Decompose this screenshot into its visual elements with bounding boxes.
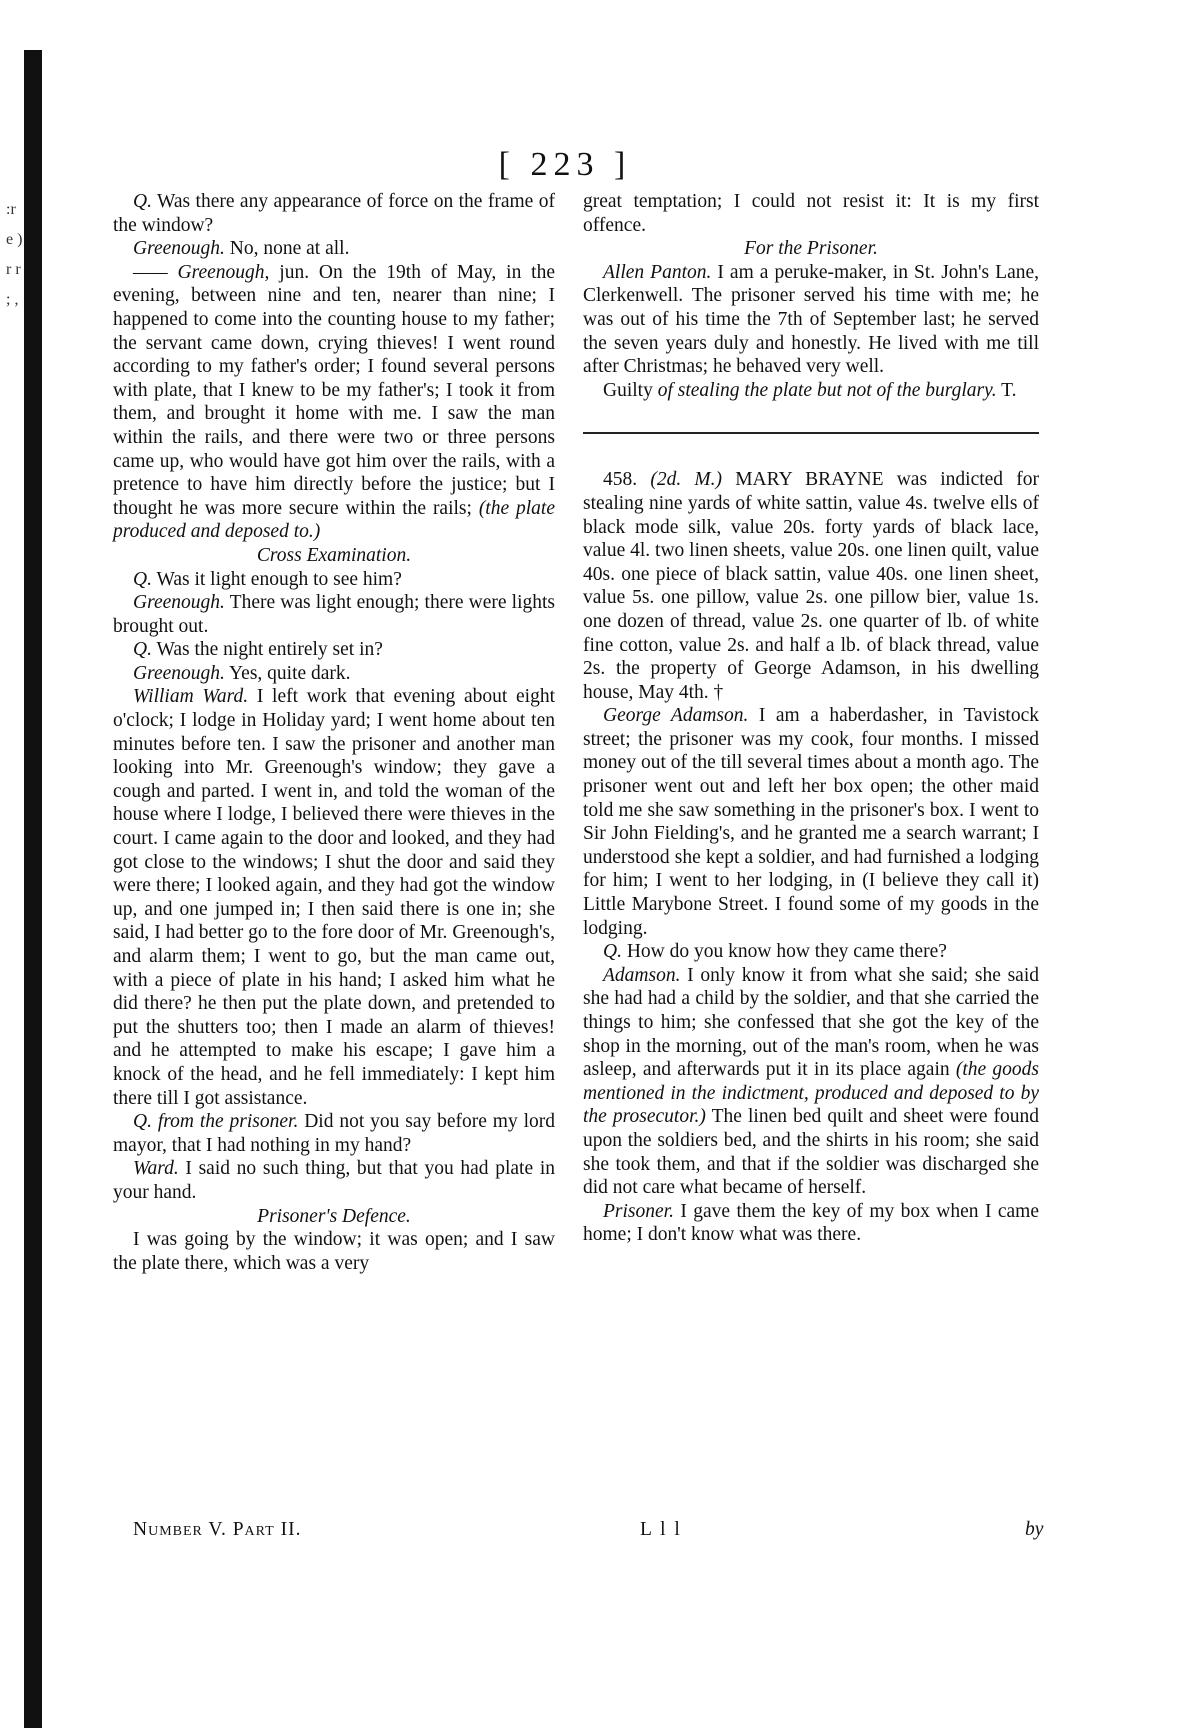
paragraph (113, 591, 555, 638)
speaker-name: Allen Panton. (603, 261, 712, 283)
paragraph (583, 964, 1039, 1200)
left-column (113, 190, 555, 1275)
question-marker: Q. (133, 639, 152, 661)
paragraph-text: I said no such thing, but that you had plate in your hand. (113, 1158, 555, 1203)
speaker-name: George Adamson. (603, 705, 749, 727)
page-edge-shadow (24, 50, 42, 1728)
speaker-name: Greenough. (133, 592, 225, 614)
question-marker: Q. (133, 191, 152, 212)
speaker-name: Prisoner. (603, 1200, 674, 1222)
paragraph-text: I am a haberdasher, in Tavistock street; the prisoner was my cook, four months. I missed money out of the till several times about a month ago. The prisoner went out and left her box open; the other maid told me she saw something in the prisoner's box. I went to Sir John Fielding's, and he granted me a search warrant; I understood she kept a soldier, and had furnished a lodging for him; I went to her lodging, in (I believe they call it) Little Marybone Street. I found some of my goods in the lodging. (583, 705, 1039, 939)
section-heading: Prisoner's Defence. (257, 1205, 411, 1227)
speaker-name: William Ward. (133, 686, 249, 708)
footer-number-part: Number V. Part II. (133, 1519, 302, 1540)
paragraph (583, 1200, 1039, 1247)
paragraph (113, 638, 555, 662)
paragraph-text: How do you know how they came there? (621, 941, 947, 963)
italic-text: (the goods mentioned in the indictment, produced and deposed to by the prosecutor.) (583, 1059, 1039, 1128)
paragraph (113, 261, 555, 544)
speaker-name: Ward. (133, 1158, 179, 1180)
paragraph-tail-text: The linen bed quilt and sheet were found upon the soldiers bed, and the shirts in his room; she said she took them, and that if the soldier was discharged she did not care what became of herself. (583, 1106, 1039, 1199)
paragraph (583, 940, 1039, 964)
paragraph-text: great temptation; I could not resist it: It is my first offence. (583, 191, 1039, 236)
speaker-name: Greenough. (133, 238, 225, 260)
speaker-name: Adamson. (603, 964, 681, 986)
paragraph-tail-text: MARY BRAYNE was indicted for stealing nine yards of white sattin, value 4s. twelve ells of black mode silk, value 20s. forty yards of black lace, value 4l. two linen sheets, value 20s. one linen quilt, value 40s. one piece of black sattin, value 40s. one linen sheet, value 5s. one pillow, value 2s. one pillow bier, value 1s. one dozen of thread, value 2s. one quarter of lb. of white fine cotton, value 2s. and half a lb. of black thread, value 2s. the property of George Adamson, in his dwelling house, May 4th. † (583, 469, 1039, 703)
paragraph (113, 662, 555, 686)
paragraph-text: Yes, quite dark. (224, 662, 351, 684)
page-number: [ 223 ] (498, 146, 632, 183)
footer-signature-mark: L l l (640, 1519, 682, 1540)
paragraph (113, 1110, 555, 1157)
footer-catchword: by (1025, 1519, 1044, 1540)
question-marker: Q. (603, 941, 622, 963)
paragraph-text: There was light enough; there were lights brought out. (113, 592, 555, 637)
paragraph (113, 237, 555, 261)
paragraph (113, 568, 555, 592)
question-marker: Q. (133, 568, 152, 590)
paragraph-text: I only know it from what she said; she said she had had a child by the soldier, and that she carried the things to him; she confessed that she got the key of the shop in the morning, out of the man's room, when he was asleep, and afterwards put it in its place again (583, 964, 1039, 1081)
paragraph (113, 1228, 555, 1275)
section-heading: For the Prisoner. (744, 238, 878, 260)
paragraph-text: Was it light enough to see him? (151, 568, 402, 590)
paragraph-text: Was there any appearance of force on the frame of the window? (113, 191, 555, 236)
paragraph (113, 685, 555, 1110)
paragraph (113, 190, 555, 237)
paragraph-text: Was the night entirely set in? (151, 639, 383, 661)
speaker-name: —— Greenough, (133, 261, 270, 283)
paragraph-text: I left work that evening about eight o'clock; I lodge in Holiday yard; I went home about ten minutes before ten. I saw the prisoner and another man looking into Mr. Greenough's window; they gave a cough and parted. I went in, and told the woman of the house where I lodge, I believed there were thieves in the court. I came again to the door and looked, and they had got close to the windows; I shut the door and said they were there; I looked again, and they had got the window up, and one jumped in; I then said there is one in; she said, I had better go to the fore door of Mr. Greenough's, and alarm them; I went to go, but the man came out, with a piece of plate in his hand; I asked him what he did there? he then put the plate down, and pretended to put the shutters too; then I made an alarm of thieves! and he attempted to make his escape; I gave him a knock of the head, and he fell immediately: I kept him there till I got assistance. (113, 686, 555, 1109)
paragraph-text: I was going by the window; it was open; and I saw the plate there, which was a very (113, 1229, 555, 1274)
italic-text: of stealing the plate but not of the burglary. (657, 379, 997, 401)
paragraph-text: I am a peruke-maker, in St. John's Lane, Clerkenwell. The prisoner served his time with me; he was out of his time the 7th of September last; he served the seven years duly and honestly. He lived with me till after Christmas; he behaved very well. (583, 261, 1039, 378)
paragraph (113, 1157, 555, 1204)
italic-text: (2d. M.) (650, 469, 723, 491)
paragraph-text: I gave them the key of my box when I came home; I don't know what was there. (583, 1200, 1039, 1246)
italic-text: (the plate produced and deposed to.) (113, 497, 555, 543)
paragraph-text: Did not you say before my lord mayor, that I had nothing in my hand? (113, 1111, 555, 1156)
paragraph (583, 261, 1039, 379)
right-column (583, 190, 1039, 1247)
paragraph-text: Guilty (603, 379, 658, 401)
section-heading: Cross Examination. (256, 544, 412, 566)
paragraph (583, 468, 1039, 704)
section-rule (583, 432, 1039, 434)
speaker-name: Greenough. (133, 662, 225, 684)
margin-marks: :r e ) r r ; , (6, 201, 23, 308)
paragraph-text: 458. (603, 469, 651, 491)
question-marker: Q. from the prisoner. (133, 1111, 299, 1133)
paragraph (583, 379, 1039, 403)
paragraph-text: No, none at all. (224, 238, 350, 260)
paragraph (583, 190, 1039, 237)
paragraph-tail-text: T. (996, 379, 1017, 401)
paragraph (583, 704, 1039, 940)
paragraph-text: jun. On the 19th of May, in the evening, between nine and ten, nearer than nine; I happened to come into the counting house to my father; the servant came down, crying thieves! I went round according to my father's order; I found several persons with plate, that I knew to be my father's; I took it from them, and brought it home with me. I saw the man within the rails, and there were two or three persons came up, who would have got him over the rails, with a pretence to have him directly before the justice; but I thought he was more secure within the rails; (113, 261, 555, 519)
